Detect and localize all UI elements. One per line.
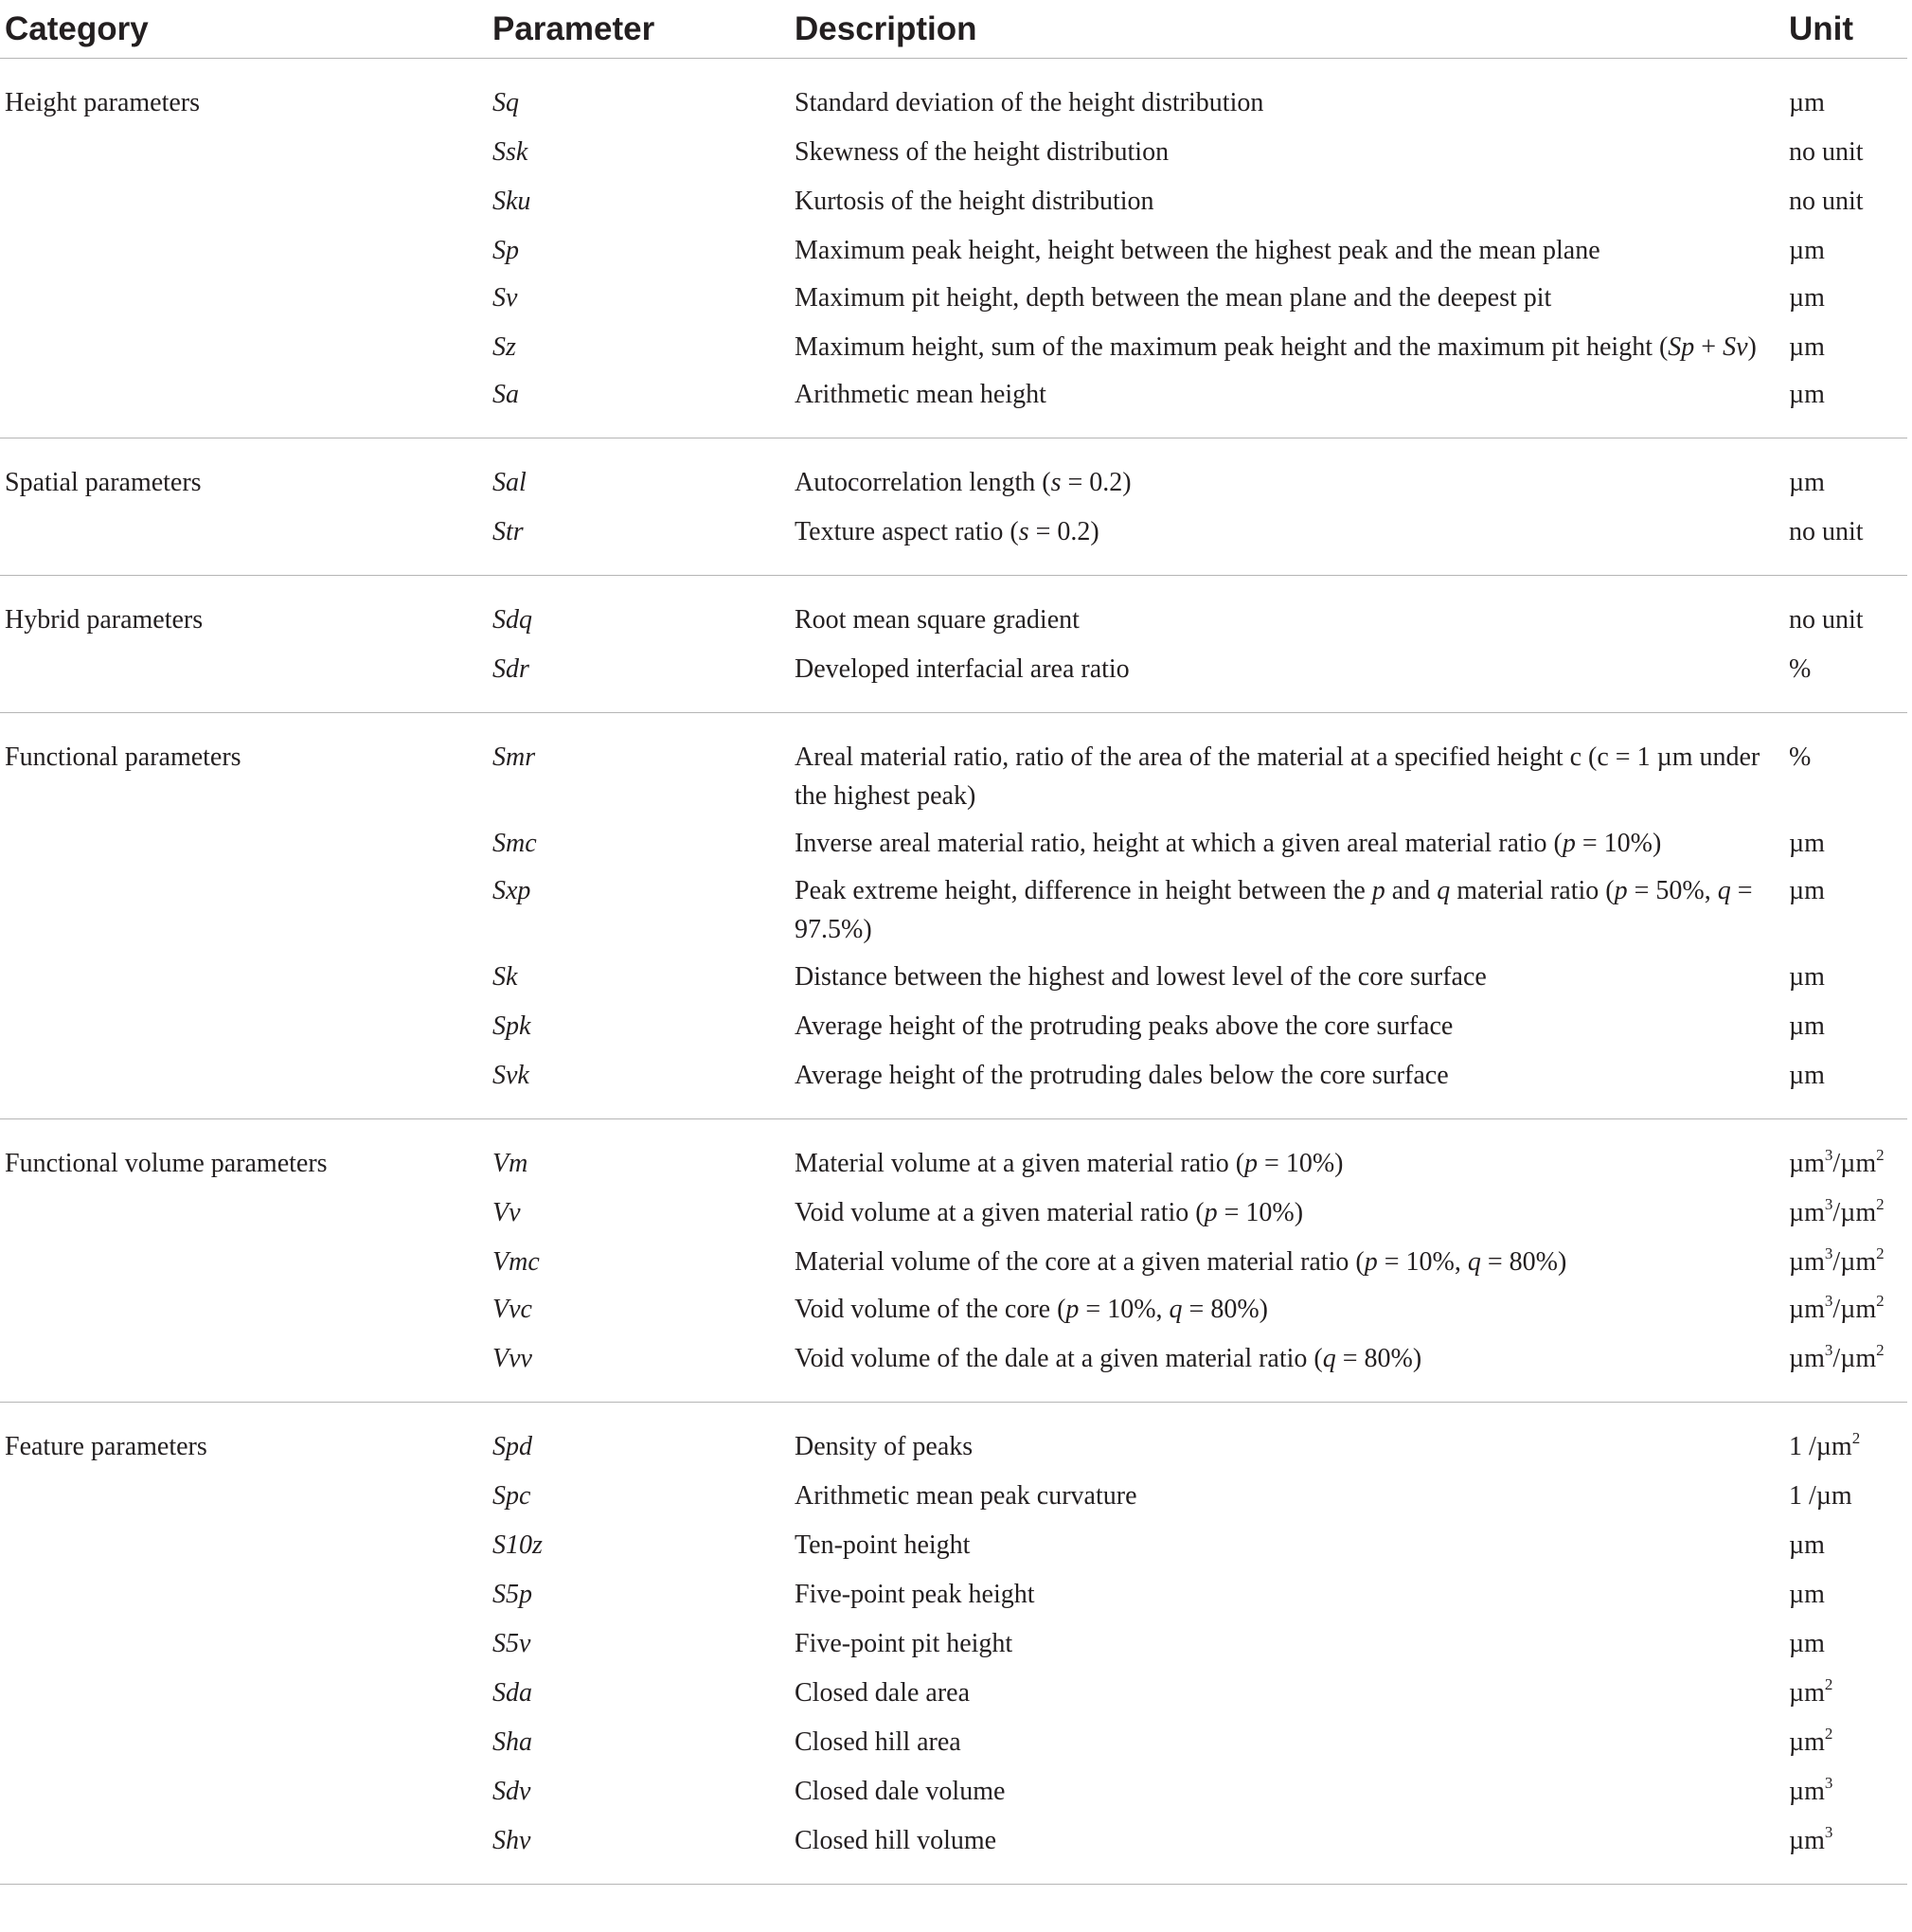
unit-cell: µm$^3$/µm$^2$ (1789, 1243, 1885, 1277)
description-cell: Standard deviation of the height distribution (795, 88, 1264, 117)
unit-cell: no unit (1789, 187, 1864, 216)
table-row (0, 1339, 1907, 1378)
unit-cell: µm$^2$ (1789, 1724, 1833, 1757)
description-cell: Average height of the protruding dales below the core surface (795, 1061, 1449, 1090)
table-row (0, 1821, 1907, 1860)
parameter-cell: Sk (492, 962, 518, 992)
description-cell: Material volume of the core at a given material ratio (p = 10%, q = 80%) (795, 1247, 1567, 1277)
description-cell: Maximum peak height, height between the highest peak and the mean plane (795, 236, 1600, 265)
table-row (0, 375, 1907, 414)
table-row (0, 1193, 1907, 1232)
parameter-cell: Vvc (492, 1295, 532, 1324)
unit-cell: µm$^3$ (1789, 1773, 1833, 1806)
table-row (0, 1526, 1907, 1565)
table-row (0, 182, 1907, 221)
parameter-cell: Spc (492, 1481, 531, 1511)
description-cell: Texture aspect ratio (s = 0.2) (795, 517, 1099, 546)
description-cell: Void volume of the dale at a given material ratio (q = 80%) (795, 1344, 1422, 1373)
category-group (0, 576, 1907, 713)
description-cell: Autocorrelation length (s = 0.2) (795, 468, 1132, 497)
description-cell: Peak extreme height, difference in height between the p and q material ratio (p = 50%, q = 97.5%) (795, 876, 1753, 944)
unit-cell: µm$^3$/µm$^2$ (1789, 1340, 1885, 1373)
unit-cell: µm (1789, 468, 1825, 497)
parameter-cell: Vmc (492, 1247, 540, 1277)
table-row (0, 1243, 1907, 1281)
parameter-cell: Sa (492, 380, 519, 409)
table-row (0, 512, 1907, 551)
parameter-cell: Sha (492, 1727, 532, 1757)
table-row (0, 824, 1907, 863)
description-cell: Ten-point height (795, 1530, 971, 1560)
unit-cell: µm (1789, 1011, 1825, 1041)
table-row (0, 957, 1907, 996)
unit-cell: µm (1789, 236, 1825, 265)
category-group (0, 438, 1907, 576)
description-cell: Five-point peak height (795, 1580, 1035, 1609)
description-cell: Void volume at a given material ratio (p = 10%) (795, 1198, 1304, 1227)
header-unit: Unit (1789, 9, 1854, 47)
category-group (0, 1403, 1907, 1885)
table-row (0, 133, 1907, 171)
parameter-cell: Sz (492, 332, 516, 362)
description-cell: Kurtosis of the height distribution (795, 187, 1154, 216)
parameter-cell: Sp (492, 236, 519, 265)
parameter-cell: Svk (492, 1061, 529, 1090)
parameter-cell: Sv (492, 283, 518, 313)
unit-cell: µm (1789, 88, 1825, 117)
description-cell: Arithmetic mean height (795, 380, 1046, 409)
category-group (0, 713, 1907, 1119)
parameter-cell: Sal (492, 468, 527, 497)
description-cell: Inverse areal material ratio, height at which a given areal material ratio (p = 10%) (795, 829, 1662, 858)
table-body (0, 59, 1907, 1885)
parameter-cell: S10z (492, 1530, 543, 1560)
unit-cell: µm$^3$ (1789, 1822, 1833, 1855)
unit-cell: µm (1789, 283, 1825, 313)
unit-cell: µm$^3$/µm$^2$ (1789, 1291, 1885, 1324)
description-cell: Void volume of the core (p = 10%, q = 80%) (795, 1295, 1268, 1324)
parameter-cell: S5v (492, 1629, 531, 1658)
parameter-cell: Sxp (492, 876, 531, 905)
description-cell: Density of peaks (795, 1432, 974, 1461)
category-cell: Functional volume parameters (5, 1149, 328, 1178)
description-cell: Closed dale volume (795, 1777, 1006, 1806)
header-parameter: Parameter (492, 9, 655, 47)
table-row (0, 1575, 1907, 1614)
table-row (0, 1772, 1907, 1811)
table-row (0, 278, 1907, 317)
category-group (0, 59, 1907, 438)
description-cell: Maximum height, sum of the maximum peak height and the maximum pit height (Sp + Sv) (795, 332, 1757, 362)
table-row (0, 1624, 1907, 1663)
description-cell: Average height of the protruding peaks above the core surface (795, 1011, 1454, 1041)
parameter-cell: Smc (492, 829, 537, 858)
parameter-cell: Sdq (492, 605, 532, 635)
header-description: Description (795, 9, 977, 47)
unit-cell: µm (1789, 380, 1825, 409)
parameter-cell: Sq (492, 88, 519, 117)
unit-cell: no unit (1789, 517, 1864, 546)
table-row (0, 463, 1907, 502)
header-category: Category (5, 9, 149, 47)
unit-cell: µm (1789, 332, 1825, 362)
table-row (0, 871, 1907, 949)
table-row (0, 1476, 1907, 1515)
description-cell: Material volume at a given material ratio (p = 10%) (795, 1149, 1344, 1178)
table-row (0, 83, 1907, 122)
table-row (0, 328, 1907, 367)
table-row (0, 1673, 1907, 1712)
description-cell: Closed hill volume (795, 1826, 997, 1855)
category-group (0, 1119, 1907, 1403)
parameter-cell: Smr (492, 742, 536, 772)
category-cell: Spatial parameters (5, 468, 202, 497)
description-cell: Root mean square gradient (795, 605, 1080, 635)
parameter-cell: Ssk (492, 137, 528, 167)
unit-cell: µm (1789, 876, 1825, 905)
parameter-cell: Spd (492, 1432, 532, 1461)
parameter-cell: Vv (492, 1198, 521, 1227)
unit-cell: % (1789, 654, 1812, 684)
unit-cell: % (1789, 742, 1812, 772)
table-header (0, 0, 1907, 59)
table-row (0, 1144, 1907, 1183)
unit-cell: µm (1789, 829, 1825, 858)
table-row (0, 231, 1907, 270)
table-row (0, 650, 1907, 689)
parameter-cell: Vvv (492, 1344, 532, 1373)
description-cell: Five-point pit height (795, 1629, 1013, 1658)
parameter-cell: Sda (492, 1678, 532, 1708)
unit-cell: µm$^2$ (1789, 1674, 1833, 1708)
category-cell: Hybrid parameters (5, 605, 204, 635)
table-row (0, 1007, 1907, 1046)
category-cell: Feature parameters (5, 1432, 207, 1461)
parameter-cell: Shv (492, 1826, 531, 1855)
description-cell: Developed interfacial area ratio (795, 654, 1130, 684)
unit-cell: µm (1789, 1580, 1825, 1609)
unit-cell: 1 /µm (1789, 1481, 1852, 1511)
description-cell: Arithmetic mean peak curvature (795, 1481, 1137, 1511)
parameter-cell: Sdv (492, 1777, 531, 1806)
unit-cell: µm (1789, 1530, 1825, 1560)
table-row (0, 1427, 1907, 1466)
table-row (0, 1723, 1907, 1762)
unit-cell: µm (1789, 1061, 1825, 1090)
table-row (0, 600, 1907, 639)
table-row (0, 1056, 1907, 1095)
parameter-cell: Spk (492, 1011, 531, 1041)
parameter-cell: S5p (492, 1580, 532, 1609)
description-cell: Skewness of the height distribution (795, 137, 1170, 167)
unit-cell: no unit (1789, 605, 1864, 635)
table-row (0, 1290, 1907, 1329)
category-cell: Functional parameters (5, 742, 241, 772)
unit-cell: no unit (1789, 137, 1864, 167)
description-cell: Areal material ratio, ratio of the area of the material at a specified height c (c = 1 µm under the highest peak) (795, 742, 1760, 811)
description-cell: Maximum pit height, depth between the mean plane and the deepest pit (795, 283, 1552, 313)
unit-cell: µm (1789, 962, 1825, 992)
table-row (0, 738, 1907, 815)
parameter-cell: Sdr (492, 654, 529, 684)
unit-cell: 1 /µm$^2$ (1789, 1428, 1861, 1461)
category-cell: Height parameters (5, 88, 201, 117)
description-cell: Closed hill area (795, 1727, 961, 1757)
description-cell: Closed dale area (795, 1678, 971, 1708)
parameter-cell: Str (492, 517, 524, 546)
unit-cell: µm (1789, 1629, 1825, 1658)
parameter-cell: Sku (492, 187, 531, 216)
parameter-cell: Vm (492, 1149, 528, 1178)
unit-cell: µm$^3$/µm$^2$ (1789, 1145, 1885, 1178)
description-cell: Distance between the highest and lowest level of the core surface (795, 962, 1487, 992)
unit-cell: µm$^3$/µm$^2$ (1789, 1194, 1885, 1227)
